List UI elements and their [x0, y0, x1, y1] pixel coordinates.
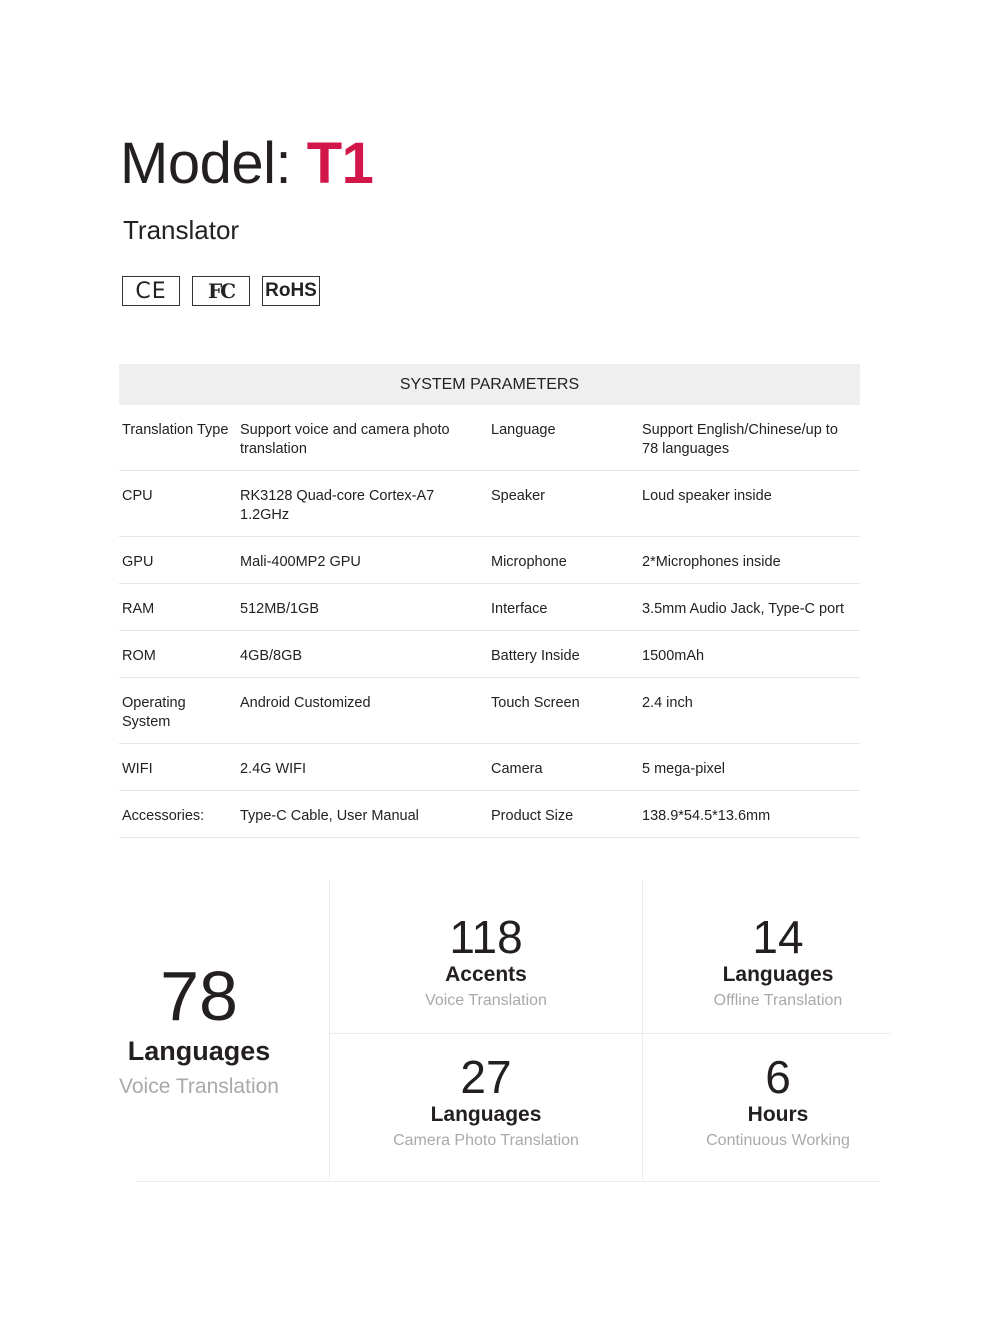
fcc-mark-icon: FC	[192, 276, 250, 306]
spec-label: CPU	[119, 471, 237, 537]
stat-unit: Languages	[430, 1103, 542, 1126]
spec-value: Type-C Cable, User Manual	[237, 791, 488, 838]
spec-value: 2.4G WIFI	[237, 744, 488, 791]
model-title	[120, 130, 373, 198]
spec-value: Loud speaker inside	[639, 471, 860, 537]
spec-value: Support voice and camera photo translation	[237, 405, 488, 471]
spec-value: Support English/Chinese/up to 78 languages	[639, 405, 860, 471]
spec-value: 4GB/8GB	[237, 631, 488, 678]
stat-camera-languages	[330, 1052, 642, 1152]
stat-description: Camera Photo Translation	[393, 1132, 579, 1149]
spec-label: Camera	[488, 744, 639, 791]
stats-divider	[329, 1033, 890, 1034]
spec-label: RAM	[119, 584, 237, 631]
spec-label: Microphone	[488, 537, 639, 584]
stat-unit: Accents	[445, 963, 527, 986]
spec-value: Mali-400MP2 GPU	[237, 537, 488, 584]
table-row	[119, 471, 860, 537]
stat-unit: Languages	[722, 963, 834, 986]
stat-description: Voice Translation	[425, 992, 547, 1009]
spec-value: 1500mAh	[639, 631, 860, 678]
spec-table	[119, 405, 860, 838]
table-row	[119, 584, 860, 631]
spec-label: Accessories:	[119, 791, 237, 838]
feature-stats	[0, 880, 982, 1190]
spec-label: GPU	[119, 537, 237, 584]
spec-label: Touch Screen	[488, 678, 639, 744]
table-row	[119, 631, 860, 678]
ce-mark-icon: CE	[122, 276, 180, 306]
product-subtitle: Translator	[123, 215, 240, 245]
stat-description: Voice Translation	[119, 1075, 279, 1098]
spec-value: Android Customized	[237, 678, 488, 744]
stat-number: 14	[752, 911, 804, 963]
system-parameters-title: SYSTEM PARAMETERS	[119, 364, 860, 405]
stat-number: 118	[449, 911, 523, 963]
spec-value: 2*Microphones inside	[639, 537, 860, 584]
spec-value: 2.4 inch	[639, 678, 860, 744]
table-row	[119, 744, 860, 791]
stat-number: 6	[765, 1051, 791, 1103]
stat-description: Continuous Working	[706, 1132, 850, 1149]
stat-main	[60, 958, 338, 1102]
spec-label: Product Size	[488, 791, 639, 838]
spec-label: ROM	[119, 631, 237, 678]
spec-value: 138.9*54.5*13.6mm	[639, 791, 860, 838]
certification-badges	[122, 276, 320, 306]
table-row	[119, 405, 860, 471]
stats-divider	[137, 1181, 879, 1182]
spec-label: Translation Type	[119, 405, 237, 471]
stat-description: Offline Translation	[713, 992, 843, 1009]
spec-label: Interface	[488, 584, 639, 631]
spec-value: 5 mega-pixel	[639, 744, 860, 791]
spec-label: Battery Inside	[488, 631, 639, 678]
spec-label: Speaker	[488, 471, 639, 537]
spec-value: RK3128 Quad-core Cortex-A7 1.2GHz	[237, 471, 488, 537]
stat-number: 78	[160, 957, 238, 1035]
spec-value: 3.5mm Audio Jack, Type-C port	[639, 584, 860, 631]
table-row	[119, 678, 860, 744]
stat-offline-languages	[643, 912, 913, 1012]
spec-label: Language	[488, 405, 639, 471]
spec-value: 512MB/1GB	[237, 584, 488, 631]
spec-label: Operating System	[119, 678, 237, 744]
stat-unit: Languages	[127, 1036, 271, 1066]
spec-label: WIFI	[119, 744, 237, 791]
system-parameters-section	[119, 364, 860, 838]
stat-accents	[330, 912, 642, 1012]
stat-battery-hours	[643, 1052, 913, 1152]
table-row	[119, 791, 860, 838]
table-row	[119, 537, 860, 584]
stat-unit: Hours	[747, 1103, 809, 1126]
model-prefix: Model:	[120, 131, 307, 196]
rohs-mark-icon: RoHS	[262, 276, 320, 306]
stat-number: 27	[460, 1051, 512, 1103]
model-code: T1	[306, 131, 374, 196]
